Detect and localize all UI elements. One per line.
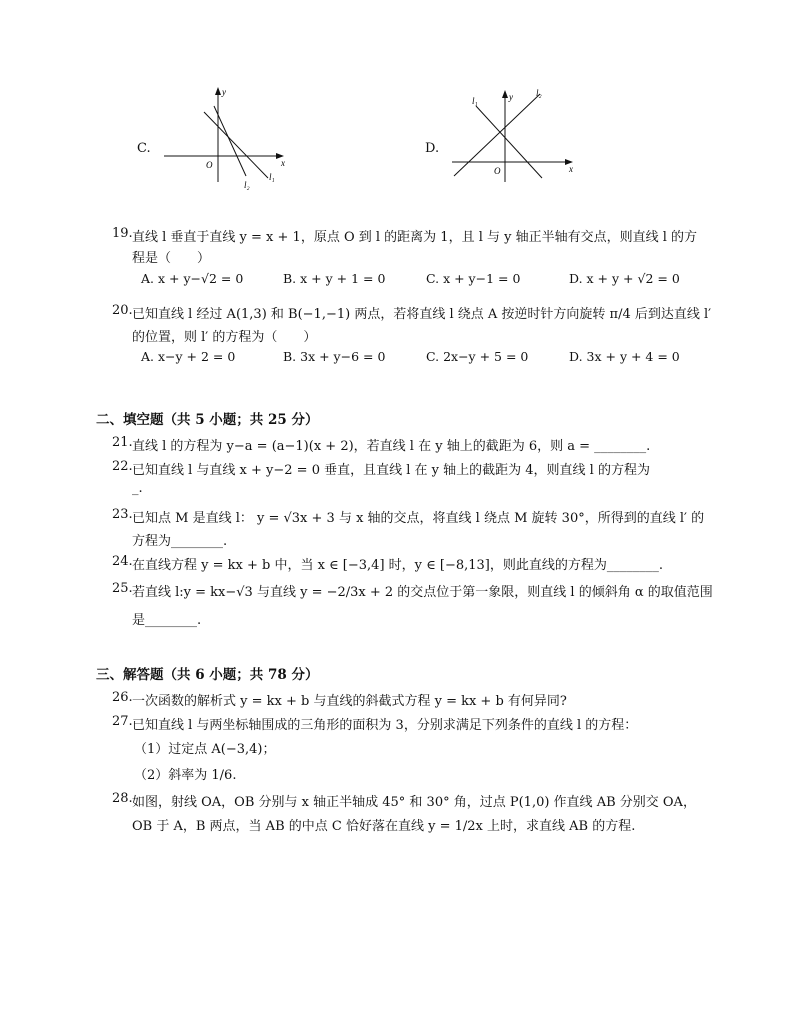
figure-d-graph [448, 82, 580, 187]
q24-text: 在直线方程 y = kx + b 中，当 x ∈ [−3,4] 时，y ∈ [−8,13]，则此直线的方程为________. [132, 558, 663, 573]
figure-d-label: D. [425, 141, 440, 156]
figure-c-y-arrow [215, 87, 221, 95]
q21-text: 直线 l 的方程为 y−a = (a−1)(x + 2)，若直线 l 在 y 轴上的截距为 6，则 a = ________. [132, 439, 651, 454]
q25-line1: 若直线 l:y = kx−√3 与直线 y = −2/3x + 2 的交点位于第一象限，则直线 l 的倾斜角 α 的取值范围 [132, 585, 713, 600]
q19-option-a: A. x + y−√2 = 0 [141, 271, 244, 286]
q19-option-d: D. x + y + √2 = 0 [569, 271, 680, 286]
figure-c-graph [158, 82, 290, 192]
q20-line2: 的位置，则 l′ 的方程为（ ） [132, 330, 317, 345]
figure-d-line-l2 [454, 94, 540, 176]
figure-c-l2-label: l₂ [244, 180, 250, 190]
q19-number: 19. [112, 226, 133, 241]
q22-line1: 已知直线 l 与直线 x + y−2 = 0 垂直，且直线 l 在 y 轴上的截距为 4，则直线 l 的方程为 [132, 463, 650, 478]
q19-option-b: B. x + y + 1 = 0 [283, 271, 386, 286]
q19-line1: 直线 l 垂直于直线 y = x + 1，原点 O 到 l 的距离为 1，且 l 与 y 轴正半轴有交点，则直线 l 的方 [132, 230, 698, 245]
q27-sub1: （1）过定点 A(−3,4)； [134, 742, 276, 757]
q21-number: 21. [112, 435, 133, 450]
figure-c-line-l2 [214, 106, 246, 176]
q20-line1: 已知直线 l 经过 A(1,3) 和 B(−1,−1) 两点，若将直线 l 绕点 A 按逆时针方向旋转 π/4 后到达直线 l′ [132, 307, 712, 322]
figure-d-l1-label: l₁ [472, 96, 478, 106]
figure-d-y-arrow [502, 90, 508, 98]
section3-title: 三、解答题（共 6 小题；共 78 分） [96, 667, 319, 683]
q23-line2: 方程为________. [132, 534, 228, 549]
q22-number: 22. [112, 459, 133, 474]
figure-c-origin-label: O [206, 160, 213, 170]
q28-line1: 如图，射线 OA，OB 分别与 x 轴正半轴成 45° 和 30° 角，过点 P(1,0) 作直线 AB 分别交 OA， [132, 795, 696, 810]
figure-c-x-label: x [281, 158, 285, 168]
figure-c-y-label: y [222, 87, 226, 97]
q23-line1: 已知点 M 是直线 l： y = √3x + 3 与 x 轴的交点，将直线 l 绕点 M 旋转 30°，所得到的直线 l′ 的 [132, 511, 705, 526]
figure-d-y-label: y [509, 92, 513, 102]
q27-text: 已知直线 l 与两坐标轴围成的三角形的面积为 3，分别求满足下列条件的直线 l 的方程： [132, 718, 638, 733]
figure-d-l2-label: l₂ [536, 88, 542, 98]
q25-number: 25. [112, 581, 133, 596]
q26-text: 一次函数的解析式 y = kx + b 与直线的斜截式方程 y = kx + b 有何异同? [132, 694, 567, 709]
q19-option-c: C. x + y−1 = 0 [426, 271, 521, 286]
q20-option-b: B. 3x + y−6 = 0 [283, 349, 386, 364]
q19-line2: 程是（ ） [132, 251, 211, 266]
figure-c-line-l1 [204, 112, 268, 178]
figure-d-line-l1 [476, 106, 542, 178]
q20-number: 20. [112, 303, 133, 318]
q28-number: 28. [112, 791, 133, 806]
q26-number: 26. [112, 690, 133, 705]
figure-d-origin-label: O [494, 166, 501, 176]
q25-line2: 是________. [132, 613, 202, 628]
q20-option-d: D. 3x + y + 4 = 0 [569, 349, 680, 364]
q20-option-c: C. 2x−y + 5 = 0 [426, 349, 529, 364]
figure-c-label: C. [137, 141, 151, 156]
q24-number: 24. [112, 554, 133, 569]
figure-d-x-label: x [569, 164, 573, 174]
q28-line2: OB 于 A，B 两点，当 AB 的中点 C 恰好落在直线 y = 1/2x 上时，求直线 AB 的方程. [132, 819, 636, 834]
q22-line2: _. [132, 481, 143, 496]
section2-title: 二、填空题（共 5 小题；共 25 分） [96, 412, 319, 428]
q20-option-a: A. x−y + 2 = 0 [141, 349, 236, 364]
q27-number: 27. [112, 714, 133, 729]
q27-sub2: （2）斜率为 1/6. [134, 768, 237, 783]
figure-c-l1-label: l₁ [269, 172, 275, 182]
q23-number: 23. [112, 507, 133, 522]
